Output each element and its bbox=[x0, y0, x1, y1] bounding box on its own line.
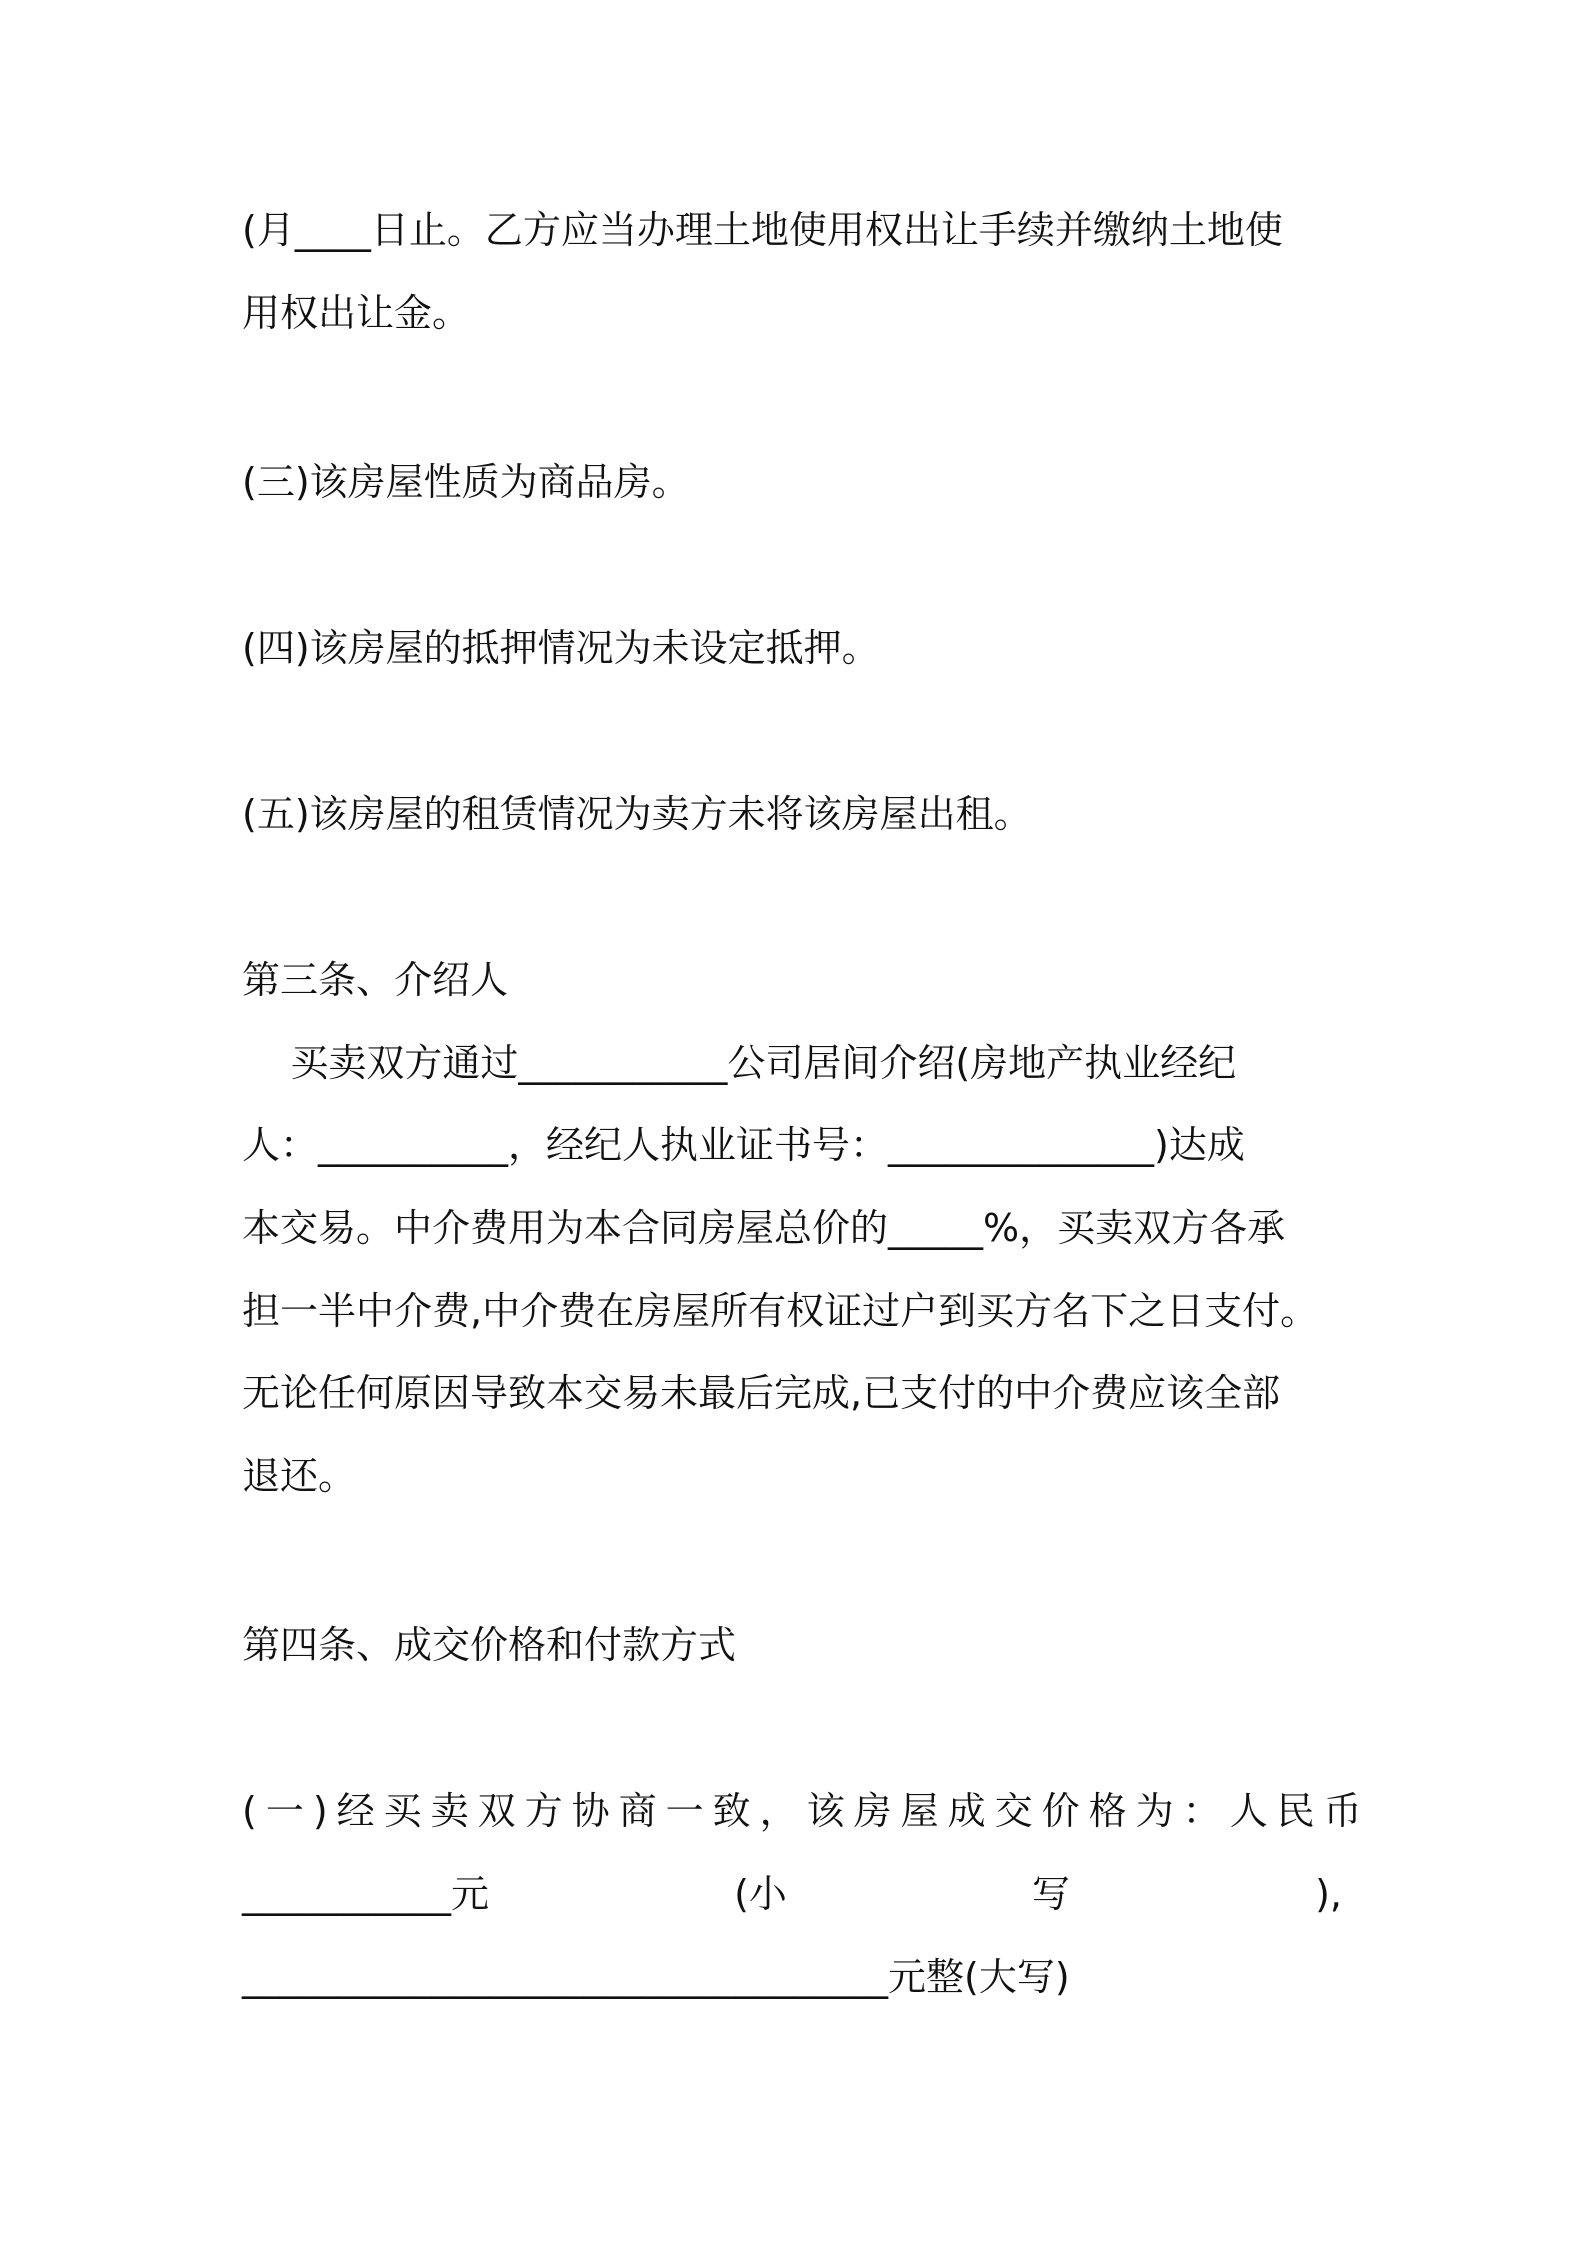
article-3-heading: 第三条、介绍人 bbox=[242, 958, 509, 1002]
clause-3-nature: (三)该房屋性质为商品房。 bbox=[242, 460, 690, 504]
article-4-clause-1-line-3: __________________________________元整(大写) bbox=[242, 1955, 1070, 1999]
article-3-line-1: 买卖双方通过___________公司居间介绍(房地产执业经纪 bbox=[242, 1041, 1237, 1085]
article-4-heading: 第四条、成交价格和付款方式 bbox=[242, 1623, 737, 1667]
article-3-line-3: 本交易。中介费用为本合同房屋总价的_____%，买卖双方各承 bbox=[242, 1206, 1286, 1250]
price-lower-label-c: ), bbox=[1315, 1872, 1342, 1916]
clause-4-mortgage: (四)该房屋的抵押情况为未设定抵押。 bbox=[242, 626, 880, 670]
price-lower-label-a: (小 bbox=[734, 1872, 787, 1916]
article-3-line-6: 退还。 bbox=[242, 1454, 357, 1498]
article-4-clause-1-line-2 bbox=[242, 1869, 1342, 1919]
text-line-2: 用权出让金。 bbox=[242, 291, 471, 335]
price-lower-blank: ___________元 bbox=[242, 1872, 490, 1916]
clause-5-lease: (五)该房屋的租赁情况为卖方未将该房屋出租。 bbox=[242, 792, 1032, 836]
price-lower-label-b: 写 bbox=[1032, 1872, 1071, 1916]
article-4-clause-1-line-1: (一)经买卖双方协商一致，该房屋成交价格为：人民币 bbox=[242, 1789, 1371, 1833]
article-3-line-4: 担一半中介费,中介费在房屋所有权证过户到买方名下之日支付。 bbox=[242, 1289, 1319, 1333]
text-line-1: (月____日止。乙方应当办理土地使用权出让手续并缴纳土地使 bbox=[242, 208, 1283, 252]
article-3-line-2: 人：__________，经纪人执业证书号：______________)达成 bbox=[242, 1123, 1245, 1167]
article-3-line-5: 无论任何原因导致本交易未最后完成,已支付的中介费应该全部 bbox=[242, 1371, 1281, 1415]
